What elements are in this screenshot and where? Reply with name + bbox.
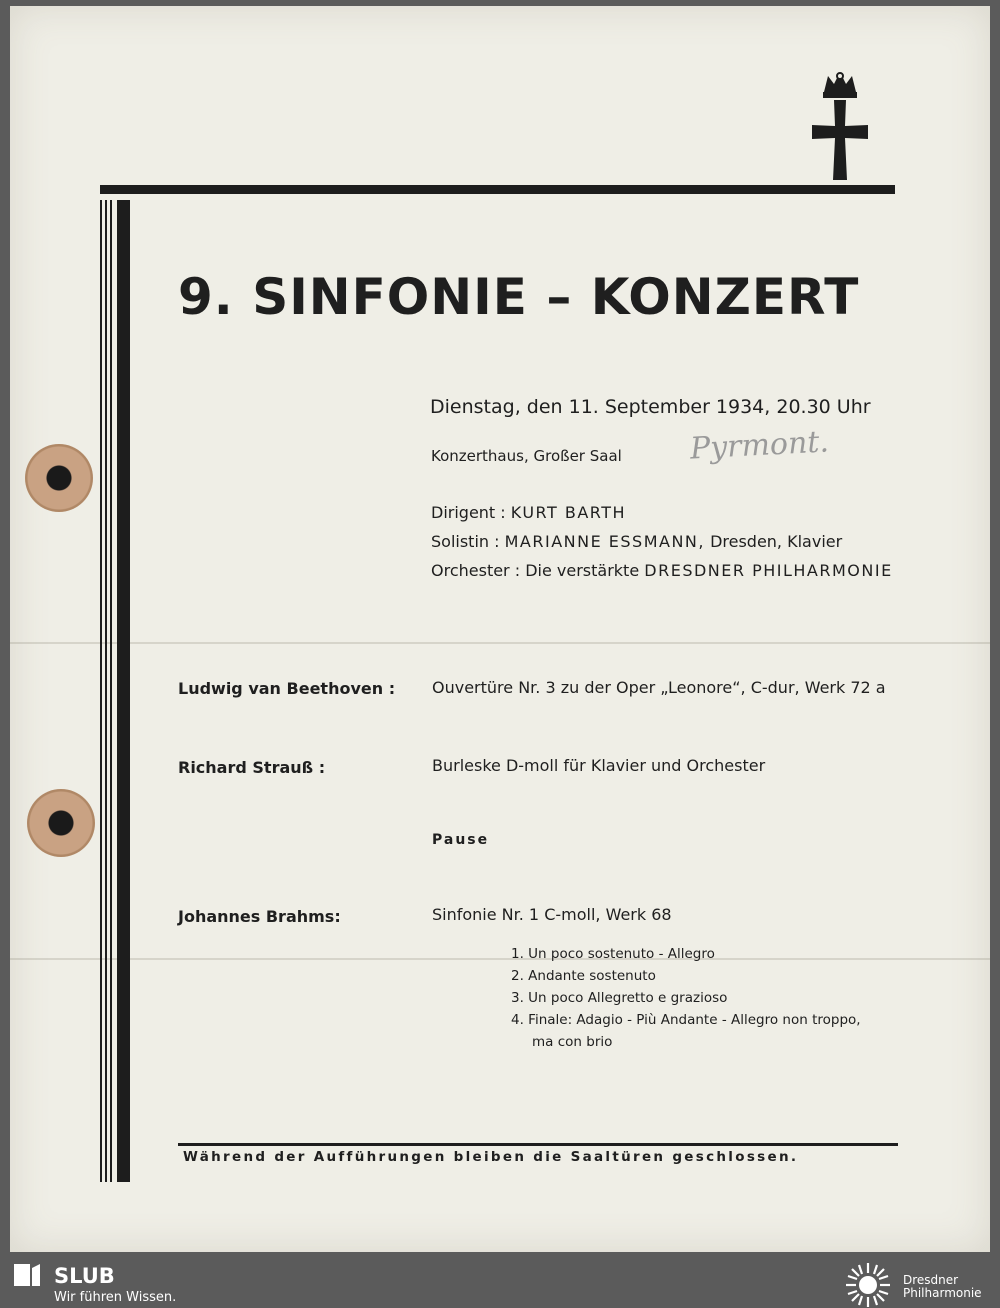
credit-prefix: Die verstärkte: [525, 561, 640, 580]
slub-tagline: Wir führen Wissen.: [54, 1290, 177, 1305]
list-item: ma con brio: [532, 1034, 613, 1050]
handwritten-note: Pyrmont.: [689, 424, 830, 467]
movement-list: [511, 943, 861, 1053]
partner-name[interactable]: [903, 1274, 982, 1300]
vertical-rule: [110, 200, 112, 1182]
work-title: Ouvertüre Nr. 3 zu der Oper „Leonore“, C-dur, Werk 72 a: [432, 678, 886, 697]
credit-soloist: [431, 532, 842, 551]
composer-name: Ludwig van Beethoven :: [178, 679, 396, 698]
list-item: 1. Un poco sostenuto - Allegro: [511, 946, 715, 962]
pause-label: Pause: [432, 832, 490, 848]
credit-orchestra: [431, 561, 893, 580]
composer-name: Richard Strauß :: [178, 758, 326, 777]
slub-logo-icon[interactable]: [14, 1264, 40, 1286]
composer-name: Johannes Brahms:: [178, 907, 341, 926]
credit-value: DRESDNER PHILHARMONIE: [644, 561, 893, 580]
credit-suffix: Dresden, Klavier: [710, 532, 843, 551]
concert-venue: Konzerthaus, Großer Saal: [431, 447, 622, 465]
punch-hole: [25, 444, 93, 512]
concert-date: Dienstag, den 11. September 1934, 20.30 Uhr: [430, 396, 871, 418]
bottom-rule: [178, 1143, 898, 1146]
punch-hole: [27, 789, 95, 857]
partner-name-line2: Philharmonie: [903, 1286, 982, 1300]
vertical-rule: [100, 200, 102, 1182]
list-item: 3. Un poco Allegretto e grazioso: [511, 990, 728, 1006]
sunburst-logo-icon[interactable]: [845, 1262, 891, 1308]
crowned-cross-icon: [810, 70, 870, 182]
credit-label: Orchester :: [431, 561, 521, 580]
credit-label: Dirigent :: [431, 503, 506, 522]
list-item: 4. Finale: Adagio - Più Andante - Allegro non troppo,: [511, 1012, 861, 1028]
credit-value: KURT BARTH: [510, 503, 627, 522]
partner-name-line1: Dresdner: [903, 1273, 959, 1287]
vertical-rule: [105, 200, 107, 1182]
doors-notice: Während der Aufführungen bleiben die Saaltüren geschlossen.: [183, 1149, 799, 1165]
vertical-rule: [117, 200, 130, 1182]
work-title: Sinfonie Nr. 1 C-moll, Werk 68: [432, 905, 672, 924]
fold-line: [10, 642, 990, 644]
work-title: Burleske D-moll für Klavier und Orchester: [432, 756, 766, 775]
list-item: 2. Andante sostenuto: [511, 968, 656, 984]
credit-conductor: [431, 503, 626, 522]
top-rule: [100, 185, 895, 194]
credit-value: MARIANNE ESSMANN,: [504, 532, 705, 551]
slub-name[interactable]: SLUB: [54, 1264, 115, 1288]
page-title: 9. SINFONIE – KONZERT: [178, 268, 860, 326]
credit-label: Solistin :: [431, 532, 500, 551]
